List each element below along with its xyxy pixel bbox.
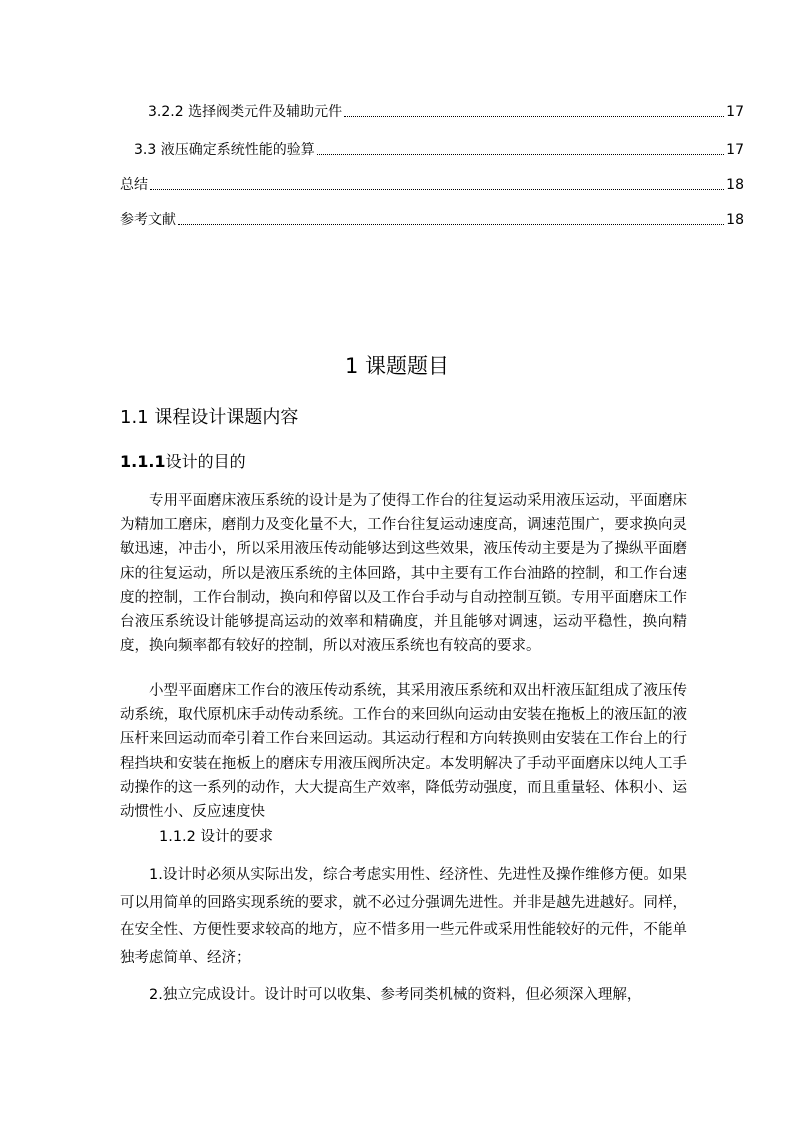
toc-entry[interactable] [134,141,744,159]
body-paragraph: 小型平面磨床工作台的液压传动系统，其采用液压系统和双出杆液压缸组成了液压传动系统，取代原机床手动传动系统。工作台的来回纵向运动由安装在拖板上的液压缸的液压杆来回运动而牵引着工作台来回运动。其运动行程和方向转换则由安装在工作台上的行程挡块和安装在拖板上的磨床专用液压阀所决定。本发明解决了手动平面磨床以纯人工手动操作的这一系列的动作，大大提高生产效率，降低劳动强度，而且重量轻、体积小、运动惯性小、反应速度快 [120,683,687,821]
toc-entry-title: 总结 [120,177,148,193]
toc-entry-page: 17 [726,104,744,120]
body-paragraph: 专用平面磨床液压系统的设计是为了使得工作台的往复运动采用液压运动，平面磨床为精加工磨床，磨削力及变化量不大，工作台往复运动速度高，调速范围广，要求换向灵敏迅速，冲击小，所以采用液压传动能够达到这些效果，液压传动主要是为了操纵平面磨床的往复运动，所以是液压系统的主体回路，其中主要有工作台油路的控制，和工作台速度的控制，工作台制动，换向和停留以及工作台手动与自动控制互锁。专用平面磨床工作台液压系统设计能够提高运动的效率和精确度，并且能够对调速，运动平稳性，换向精度，换向频率都有较好的控制，所以对液压系统也有较高的要求。 [120,493,687,655]
toc-entry-page: 18 [726,212,744,228]
toc-entry[interactable] [120,211,744,229]
toc-leader-dots [317,153,724,155]
subsection-title: 设计的目的 [165,452,246,471]
subsubsection-title: 1.1.2 设计的要求 [159,829,274,845]
requirement-item: 1.设计时必须从实际出发，综合考虑实用性、经济性、先进性及操作维修方便。如果可以用简单的回路实现系统的要求，就不必过分强调先进性。并非是越先进越好。同样，在安全性、方便性要求较高的地方，应不惜多用一些元件或采用性能较好的元件，不能单独考虑简单、经济； [120,867,687,966]
section-title: 1.1 课程设计课题内容 [120,407,299,428]
toc-leader-dots [344,115,724,117]
subsection-number: 1.1.1 [120,452,166,471]
chapter-title: 1 课题题目 [344,354,450,378]
toc-entry-title: 参考文献 [120,212,176,228]
requirement-item: 2.独立完成设计。设计时可以收集、参考同类机械的资料，但必须深入理解， [149,987,642,1003]
toc-entry-title: 3.3 液压确定系统性能的验算 [134,142,315,158]
toc-entry-page: 18 [726,177,744,193]
toc-leader-dots [178,223,724,225]
toc-entry[interactable] [148,103,744,121]
toc-entry-page: 17 [726,142,744,158]
toc-entry[interactable] [120,176,744,194]
toc-leader-dots [150,188,724,190]
subsection-heading [120,450,246,474]
toc-entry-title: 3.2.2 选择阀类元件及辅助元件 [148,104,343,120]
